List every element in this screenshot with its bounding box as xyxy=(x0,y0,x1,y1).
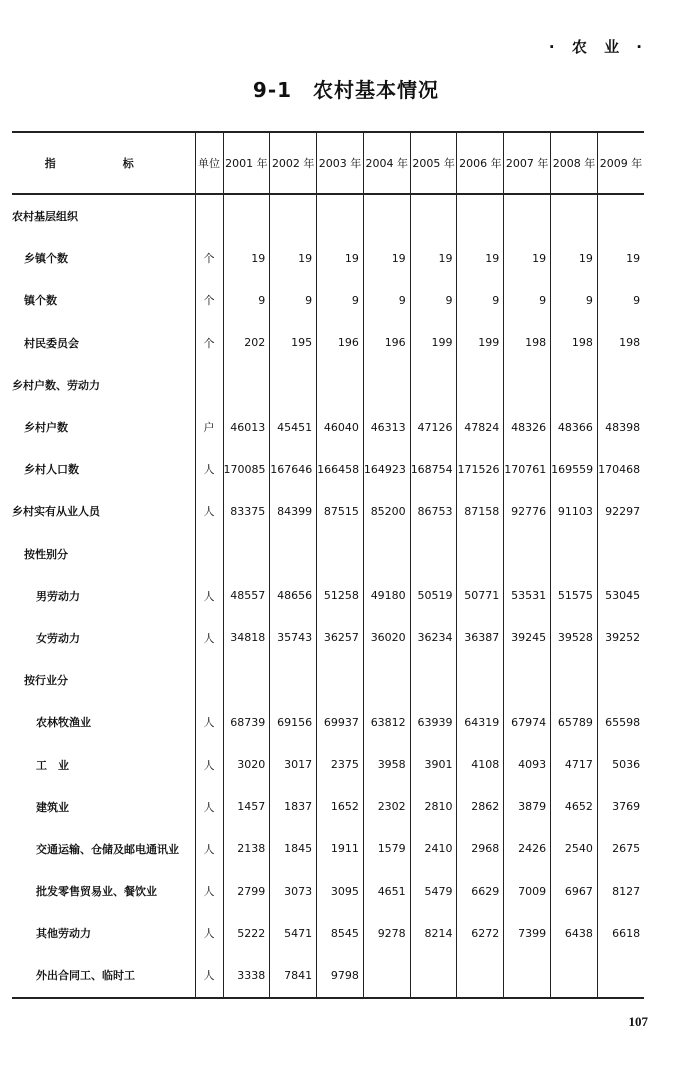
row-value-cell: 2375 xyxy=(317,743,364,785)
row-value-cell: 46313 xyxy=(363,406,410,448)
row-value-cell xyxy=(551,194,598,237)
row-unit: 人 xyxy=(195,912,223,954)
row-value-cell: 86753 xyxy=(410,490,457,532)
row-indicator-label: 农村基层组织 xyxy=(12,210,78,224)
row-value-cell: 46040 xyxy=(317,406,364,448)
row-value-cell: 6272 xyxy=(457,912,504,954)
row-value-cell xyxy=(223,659,270,701)
row-value-cell: 53531 xyxy=(504,575,551,617)
row-value-cell: 92297 xyxy=(597,490,644,532)
row-value-cell: 64319 xyxy=(457,701,504,743)
row-unit: 人 xyxy=(195,954,223,997)
row-value-cell: 170468 xyxy=(597,448,644,490)
row-unit: 个 xyxy=(195,237,223,279)
column-header-year: 2008 年 xyxy=(551,132,598,194)
row-value-cell: 4717 xyxy=(551,743,598,785)
row-value-cell: 36020 xyxy=(363,617,410,659)
table-row xyxy=(12,701,644,743)
column-header-year: 2009 年 xyxy=(597,132,644,194)
row-indicator-label: 乡镇个数 xyxy=(24,252,68,266)
row-value-cell xyxy=(504,533,551,575)
row-value-cell xyxy=(410,364,457,406)
statistics-table-container xyxy=(12,131,644,999)
row-value-cell: 39245 xyxy=(504,617,551,659)
row-value-cell xyxy=(504,194,551,237)
row-value-cell: 67974 xyxy=(504,701,551,743)
column-header-year: 2005 年 xyxy=(410,132,457,194)
row-value-cell: 6967 xyxy=(551,870,598,912)
row-value-cell: 166458 xyxy=(317,448,364,490)
row-value-cell: 196 xyxy=(363,322,410,364)
row-value-cell: 2810 xyxy=(410,786,457,828)
row-value-cell: 9 xyxy=(551,279,598,321)
row-value-cell: 9 xyxy=(410,279,457,321)
row-value-cell: 8214 xyxy=(410,912,457,954)
row-value-cell: 6629 xyxy=(457,870,504,912)
row-value-cell: 1845 xyxy=(270,828,317,870)
row-indicator-label: 工 业 xyxy=(36,758,69,772)
row-value-cell: 3958 xyxy=(363,743,410,785)
table-row xyxy=(12,194,644,237)
row-value-cell xyxy=(270,659,317,701)
page-number: 107 xyxy=(628,1014,648,1029)
row-value-cell xyxy=(270,194,317,237)
row-value-cell: 19 xyxy=(363,237,410,279)
row-value-cell: 49180 xyxy=(363,575,410,617)
row-unit: 人 xyxy=(195,448,223,490)
row-indicator-label: 女劳动力 xyxy=(36,631,80,645)
column-header-indicator: 指 标 xyxy=(12,132,195,194)
table-row xyxy=(12,406,644,448)
column-header-year: 2004 年 xyxy=(363,132,410,194)
row-value-cell xyxy=(363,364,410,406)
row-value-cell xyxy=(363,194,410,237)
row-value-cell xyxy=(270,533,317,575)
row-value-cell xyxy=(551,954,598,997)
table-row xyxy=(12,448,644,490)
row-value-cell: 3073 xyxy=(270,870,317,912)
row-value-cell: 199 xyxy=(410,322,457,364)
row-value-cell xyxy=(457,194,504,237)
row-value-cell: 50519 xyxy=(410,575,457,617)
row-value-cell: 68739 xyxy=(223,701,270,743)
row-value-cell: 3017 xyxy=(270,743,317,785)
row-value-cell: 46013 xyxy=(223,406,270,448)
row-value-cell: 19 xyxy=(223,237,270,279)
row-value-cell: 4652 xyxy=(551,786,598,828)
row-value-cell: 3879 xyxy=(504,786,551,828)
row-indicator-label: 建筑业 xyxy=(36,800,69,814)
row-unit: 人 xyxy=(195,786,223,828)
row-value-cell xyxy=(410,533,457,575)
row-value-cell: 3901 xyxy=(410,743,457,785)
row-value-cell: 19 xyxy=(317,237,364,279)
row-unit: 人 xyxy=(195,828,223,870)
row-value-cell: 198 xyxy=(597,322,644,364)
row-unit: 人 xyxy=(195,575,223,617)
row-value-cell: 87158 xyxy=(457,490,504,532)
row-value-cell: 2968 xyxy=(457,828,504,870)
row-value-cell xyxy=(551,533,598,575)
row-value-cell: 2540 xyxy=(551,828,598,870)
row-unit: 户 xyxy=(195,406,223,448)
row-value-cell xyxy=(597,954,644,997)
row-value-cell: 47824 xyxy=(457,406,504,448)
row-value-cell xyxy=(457,533,504,575)
row-value-cell: 171526 xyxy=(457,448,504,490)
row-value-cell xyxy=(363,533,410,575)
row-value-cell: 198 xyxy=(504,322,551,364)
row-value-cell: 50771 xyxy=(457,575,504,617)
row-value-cell: 19 xyxy=(597,237,644,279)
row-value-cell xyxy=(410,194,457,237)
column-header-year: 2006 年 xyxy=(457,132,504,194)
row-value-cell: 9 xyxy=(317,279,364,321)
row-value-cell: 9 xyxy=(223,279,270,321)
row-value-cell: 47126 xyxy=(410,406,457,448)
table-row xyxy=(12,659,644,701)
row-unit: 个 xyxy=(195,322,223,364)
row-value-cell xyxy=(551,659,598,701)
row-value-cell xyxy=(317,659,364,701)
table-row xyxy=(12,786,644,828)
row-value-cell xyxy=(504,954,551,997)
row-value-cell: 7009 xyxy=(504,870,551,912)
row-value-cell: 48398 xyxy=(597,406,644,448)
row-value-cell: 51258 xyxy=(317,575,364,617)
row-value-cell: 36234 xyxy=(410,617,457,659)
row-indicator-label: 按性别分 xyxy=(24,547,68,561)
row-value-cell: 9 xyxy=(457,279,504,321)
row-value-cell xyxy=(597,364,644,406)
row-value-cell: 1457 xyxy=(223,786,270,828)
table-row xyxy=(12,870,644,912)
row-value-cell: 2799 xyxy=(223,870,270,912)
table-row xyxy=(12,912,644,954)
row-value-cell: 9798 xyxy=(317,954,364,997)
table-row xyxy=(12,533,644,575)
section-header: · 农 业 · xyxy=(548,38,648,56)
row-value-cell xyxy=(223,364,270,406)
row-value-cell: 6618 xyxy=(597,912,644,954)
row-value-cell: 69156 xyxy=(270,701,317,743)
row-unit: 人 xyxy=(195,490,223,532)
row-value-cell: 5222 xyxy=(223,912,270,954)
row-indicator-label: 其他劳动力 xyxy=(36,927,91,941)
row-value-cell: 196 xyxy=(317,322,364,364)
row-value-cell xyxy=(597,533,644,575)
row-value-cell: 9278 xyxy=(363,912,410,954)
row-unit xyxy=(195,659,223,701)
row-value-cell xyxy=(457,954,504,997)
row-value-cell: 169559 xyxy=(551,448,598,490)
row-value-cell: 84399 xyxy=(270,490,317,532)
row-value-cell xyxy=(317,364,364,406)
row-value-cell: 45451 xyxy=(270,406,317,448)
row-value-cell: 36257 xyxy=(317,617,364,659)
row-value-cell: 4651 xyxy=(363,870,410,912)
table-row xyxy=(12,828,644,870)
row-value-cell xyxy=(363,954,410,997)
rural-basic-statistics-table xyxy=(12,131,644,999)
row-value-cell: 6438 xyxy=(551,912,598,954)
row-value-cell: 65789 xyxy=(551,701,598,743)
row-indicator-label: 外出合同工、临时工 xyxy=(12,954,195,997)
row-value-cell: 3338 xyxy=(223,954,270,997)
row-value-cell xyxy=(504,364,551,406)
row-value-cell: 202 xyxy=(223,322,270,364)
row-value-cell xyxy=(597,659,644,701)
row-value-cell: 35743 xyxy=(270,617,317,659)
row-value-cell xyxy=(270,364,317,406)
row-value-cell: 167646 xyxy=(270,448,317,490)
row-value-cell: 65598 xyxy=(597,701,644,743)
row-unit: 人 xyxy=(195,870,223,912)
row-value-cell: 9 xyxy=(504,279,551,321)
row-value-cell: 19 xyxy=(551,237,598,279)
row-value-cell: 2138 xyxy=(223,828,270,870)
row-value-cell: 34818 xyxy=(223,617,270,659)
row-value-cell xyxy=(317,533,364,575)
table-row xyxy=(12,322,644,364)
row-value-cell: 51575 xyxy=(551,575,598,617)
row-value-cell: 69937 xyxy=(317,701,364,743)
row-indicator-label: 男劳动力 xyxy=(36,589,80,603)
row-value-cell: 1579 xyxy=(363,828,410,870)
row-value-cell: 85200 xyxy=(363,490,410,532)
row-value-cell: 198 xyxy=(551,322,598,364)
row-value-cell: 199 xyxy=(457,322,504,364)
row-value-cell: 1911 xyxy=(317,828,364,870)
row-value-cell: 3095 xyxy=(317,870,364,912)
row-value-cell: 2862 xyxy=(457,786,504,828)
row-value-cell: 48366 xyxy=(551,406,598,448)
table-row xyxy=(12,237,644,279)
table-row xyxy=(12,954,644,997)
row-value-cell: 9 xyxy=(597,279,644,321)
row-value-cell: 1652 xyxy=(317,786,364,828)
row-value-cell: 92776 xyxy=(504,490,551,532)
row-value-cell xyxy=(457,364,504,406)
row-value-cell xyxy=(597,194,644,237)
row-indicator-label: 乡村实有从业人员 xyxy=(12,505,100,519)
column-header-unit: 单位 xyxy=(195,132,223,194)
row-value-cell: 170085 xyxy=(223,448,270,490)
row-value-cell: 36387 xyxy=(457,617,504,659)
row-value-cell xyxy=(504,659,551,701)
row-value-cell: 48656 xyxy=(270,575,317,617)
row-indicator-label: 批发零售贸易业、餐饮业 xyxy=(36,885,157,899)
row-value-cell: 4093 xyxy=(504,743,551,785)
row-unit xyxy=(195,533,223,575)
row-value-cell xyxy=(410,954,457,997)
table-header-row xyxy=(12,132,644,194)
column-header-year: 2007 年 xyxy=(504,132,551,194)
row-value-cell: 5471 xyxy=(270,912,317,954)
row-unit xyxy=(195,194,223,237)
row-value-cell: 48557 xyxy=(223,575,270,617)
row-indicator-label: 村民委员会 xyxy=(24,336,79,350)
row-unit xyxy=(195,364,223,406)
row-indicator-label: 农林牧渔业 xyxy=(36,716,91,730)
row-value-cell: 63812 xyxy=(363,701,410,743)
row-unit: 人 xyxy=(195,701,223,743)
row-value-cell: 39528 xyxy=(551,617,598,659)
row-value-cell: 19 xyxy=(504,237,551,279)
row-value-cell: 19 xyxy=(457,237,504,279)
table-row xyxy=(12,617,644,659)
row-indicator-label: 镇个数 xyxy=(24,294,57,308)
row-value-cell: 7399 xyxy=(504,912,551,954)
row-value-cell: 2675 xyxy=(597,828,644,870)
row-value-cell: 8127 xyxy=(597,870,644,912)
table-row xyxy=(12,364,644,406)
row-value-cell: 2302 xyxy=(363,786,410,828)
row-value-cell: 39252 xyxy=(597,617,644,659)
column-header-year: 2001 年 xyxy=(223,132,270,194)
row-value-cell xyxy=(317,194,364,237)
row-value-cell: 63939 xyxy=(410,701,457,743)
row-indicator-label: 交通运输、仓储及邮电通讯业 xyxy=(36,842,179,856)
row-indicator-label: 乡村户数 xyxy=(24,421,68,435)
row-value-cell: 195 xyxy=(270,322,317,364)
row-value-cell: 9 xyxy=(363,279,410,321)
row-value-cell: 4108 xyxy=(457,743,504,785)
row-value-cell: 91103 xyxy=(551,490,598,532)
row-value-cell: 5036 xyxy=(597,743,644,785)
row-value-cell: 87515 xyxy=(317,490,364,532)
row-indicator-label: 乡村人口数 xyxy=(24,463,79,477)
column-header-year: 2002 年 xyxy=(270,132,317,194)
row-value-cell: 164923 xyxy=(363,448,410,490)
row-value-cell: 168754 xyxy=(410,448,457,490)
row-value-cell: 8545 xyxy=(317,912,364,954)
table-body xyxy=(12,194,644,998)
table-row xyxy=(12,575,644,617)
table-row xyxy=(12,490,644,532)
page-title: 9-1 农村基本情况 xyxy=(252,78,440,102)
row-value-cell: 7841 xyxy=(270,954,317,997)
row-unit: 人 xyxy=(195,617,223,659)
row-unit: 人 xyxy=(195,743,223,785)
table-row xyxy=(12,279,644,321)
row-value-cell: 2426 xyxy=(504,828,551,870)
row-value-cell: 1837 xyxy=(270,786,317,828)
row-value-cell xyxy=(410,659,457,701)
row-value-cell: 19 xyxy=(270,237,317,279)
row-value-cell xyxy=(363,659,410,701)
row-indicator-label: 按行业分 xyxy=(24,674,68,688)
row-value-cell: 83375 xyxy=(223,490,270,532)
row-value-cell: 2410 xyxy=(410,828,457,870)
row-value-cell xyxy=(223,194,270,237)
row-value-cell: 170761 xyxy=(504,448,551,490)
row-value-cell xyxy=(551,364,598,406)
row-value-cell: 5479 xyxy=(410,870,457,912)
row-value-cell: 19 xyxy=(410,237,457,279)
row-indicator-label: 乡村户数、劳动力 xyxy=(12,378,100,392)
row-value-cell: 3020 xyxy=(223,743,270,785)
row-unit: 个 xyxy=(195,279,223,321)
column-header-year: 2003 年 xyxy=(317,132,364,194)
row-value-cell: 48326 xyxy=(504,406,551,448)
row-value-cell: 3769 xyxy=(597,786,644,828)
row-value-cell xyxy=(223,533,270,575)
row-value-cell: 53045 xyxy=(597,575,644,617)
row-value-cell xyxy=(457,659,504,701)
table-row xyxy=(12,743,644,785)
row-value-cell: 9 xyxy=(270,279,317,321)
